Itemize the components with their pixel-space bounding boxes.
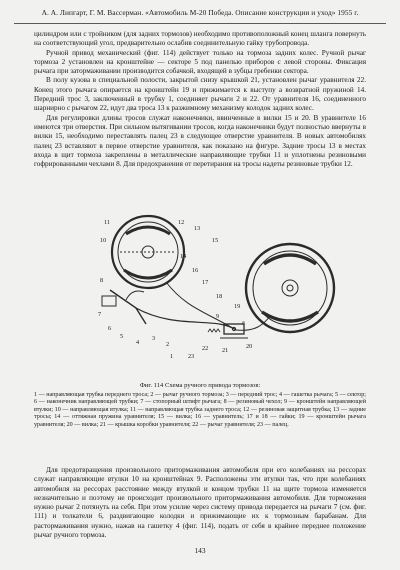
paragraph: Для предотвращения произвольного притормаживания автомобиля при его колебаниях на рессорах служат направляющие втулки 10 на кронштейнах 9. Расположены эти втулки так, что при колебаниях автомобиля на рессорах расстояние между втулкой и концом трубки 11 на щите тормоза изменяется незначительно и поэтому не происходит произвольного притормаживания автомобиля. Для торможения нужно рычаг 2 потянуть на себя. При этом усилие через систему привода передается на рычаги 7 (см. фиг. 111) и толкатели 6, раздвигающие колодки и прижимающие их к тормозным барабанам. Для растормаживания нужно, нажав на гашетку 4 (фиг. 114), подать от себя в крайнее переднее положение рычаг ручного тормоза.: [34, 466, 366, 540]
svg-text:10: 10: [100, 237, 107, 244]
svg-text:20: 20: [246, 343, 253, 350]
paragraph: В полу кузова в специальной полости, закрытой снизу крышкой 21, установлен рычаг уравнителя 22. Конец этого рычага опирается на кронштейн 19 и прижимается к выступу a возвратной пружиной 14. Передний трос 3, заключенный в трубку 1, соединяет рычаги 2 и 22. От уравнителя 16, соединенного шарнирно с рычагом 22, идут два троса 13 к разжимному механизму колодок задних колес.: [34, 76, 366, 113]
svg-text:8: 8: [100, 277, 104, 284]
svg-text:a: a: [242, 319, 245, 326]
svg-text:2: 2: [166, 341, 170, 348]
svg-text:19: 19: [234, 303, 241, 310]
svg-text:21: 21: [222, 347, 229, 354]
svg-text:12: 12: [178, 219, 185, 226]
figure-title: Фиг. 114 Схема ручного привода тормозов:: [139, 382, 261, 389]
svg-text:7: 7: [98, 311, 102, 318]
svg-text:22: 22: [202, 345, 209, 352]
svg-text:16: 16: [192, 267, 199, 274]
page-number: 143: [194, 546, 206, 555]
svg-text:15: 15: [212, 237, 219, 244]
svg-text:9: 9: [216, 313, 220, 320]
svg-text:18: 18: [216, 293, 223, 300]
body-text-bottom: [34, 466, 366, 540]
equalizer: [220, 324, 248, 338]
header-rule: [14, 23, 386, 24]
svg-text:11: 11: [104, 219, 110, 226]
figure-legend: 1 — направляющая трубка переднего троса; 2 — рычаг ручного тормоза; 3 — передний трос; 4 — гашетка рычага; 5 — сектор; 6 — наконечник направляющей трубки; 7 — стопорный штифт рычага; 8 — резиновый чехол; 9 — кронштейн направляющей втулки; 10 — направляющая втулка; 11 — направляющая трубка заднего троса; 12 — резиновая защитная трубка; 13 — задние тросы; 14 — оттяжная пружина уравнителя; 15 — вилка; 16 — уравнитель; 17 и 18 — гайки; 19 — кронштейн рычага уравнителя; 20 — вилка; 21 — крышка коробки уравнителя; 22 — рычаг уравнителя; 23 — палец.: [34, 391, 366, 428]
svg-text:4: 4: [136, 339, 140, 346]
svg-text:6: 6: [108, 325, 112, 332]
figure-caption: [34, 382, 366, 430]
running-header: А. А. Липгарт, Г. М. Вассерман. «Автомобиль М-20 Победа. Описание конструкции и уход» 1955 г.: [41, 8, 359, 17]
svg-text:1: 1: [170, 353, 174, 360]
svg-text:5: 5: [120, 333, 124, 340]
svg-text:3: 3: [152, 335, 156, 342]
lever-sector: [102, 290, 146, 324]
handbrake-diagram: [96, 212, 356, 372]
svg-text:17: 17: [202, 279, 209, 286]
svg-text:23: 23: [188, 353, 195, 360]
front-cable: [136, 308, 236, 330]
svg-text:14: 14: [180, 253, 187, 260]
paragraph: цилиндром или с тройником (для задних тормозов) необходимо противоположный конец шланга повернуть на соответствующий угол, предварительно ослабив соединительную гайку трубопровода.: [34, 30, 366, 48]
svg-text:13: 13: [194, 225, 201, 232]
return-spring: [208, 329, 220, 332]
paragraph: Ручной привод механический (фиг. 114) действует только на тормоза задних колес. Ручной рычаг тормоза 2 установлен на кронштейне — секторе 5 под панелью приборов с левой стороны. Фиксация рычага при затормаживании производится собачкой, входящей в зубцы гребенки сектора.: [34, 48, 366, 76]
left-brake-drum: [112, 216, 187, 288]
body-text-top: [34, 30, 366, 169]
right-brake-drum: [246, 244, 334, 332]
paragraph: Для регулировки длины тросов служат наконечники, ввинченные в вилки 15 и 20. В уравнителе 16 имеются три отверстия. При сильном вытягивании тросов, когда наконечники будут полностью ввернуты в вилки 15, необходимо переставлять палец 23 в следующее отверстие уравнителя. В новых автомобилях палец 23 вставляют в первое отверстие уравнителя, как показано на фигуре. Задние тросы 13 в местах входа в щит тормоза закреплены в металлические направляющие трубки 11 и уплотнены резиновыми гофрированными чехлами 8. Для предохранения от перетирания на тросы надеты резиновые трубки 12.: [34, 113, 366, 169]
